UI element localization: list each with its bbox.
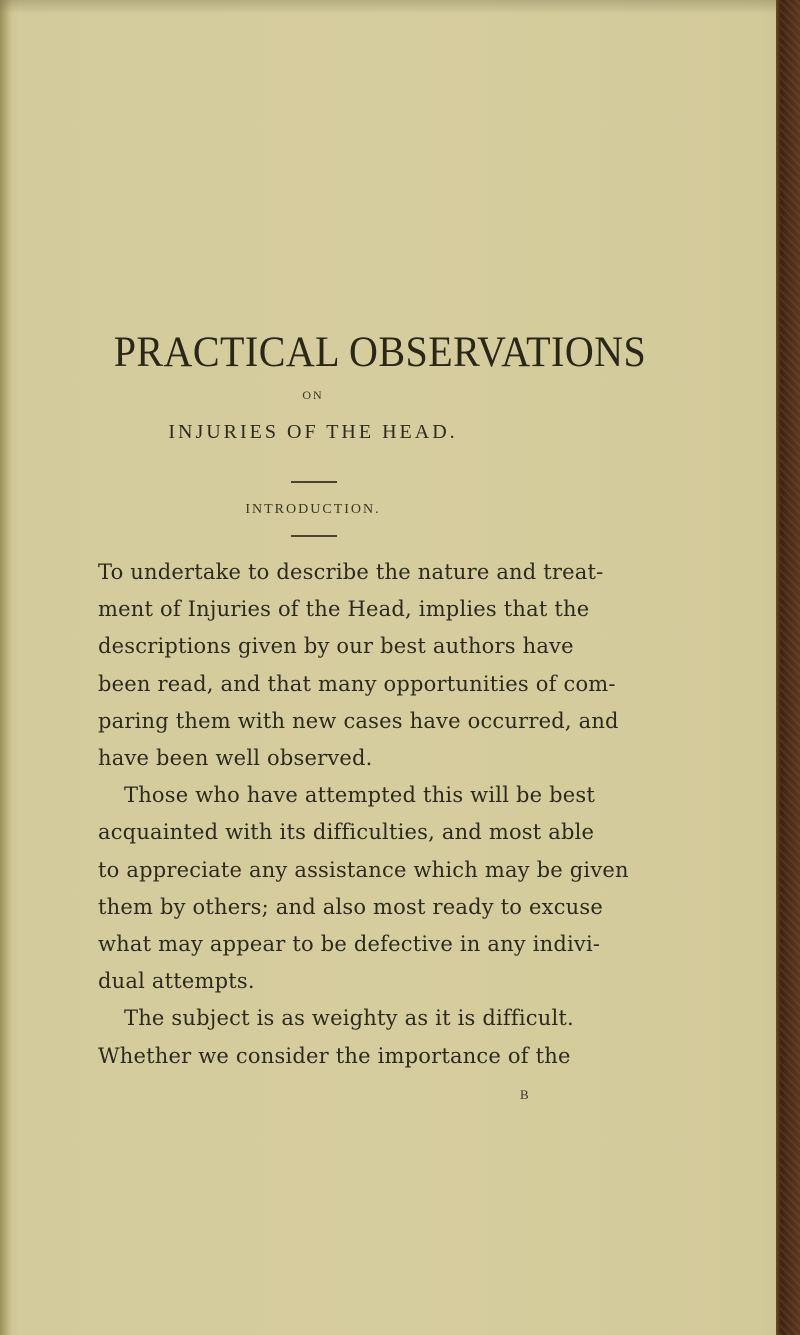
text-line: been read, and that many opportunities of com- [98,671,616,696]
divider-rule [291,481,337,483]
page-left-edge [0,0,12,1335]
page-top-shadow [0,0,776,14]
body-text [98,554,629,1075]
divider-rule [291,535,337,537]
text-line: Whether we consider the importance of the [98,1043,571,1068]
text-line: descriptions given by our best authors have [98,634,574,659]
text-line: ment of Injuries of the Head, implies that the [98,597,590,622]
document-subtitle: INJURIES OF THE HEAD. [168,421,458,443]
text-line: paring them with new cases have occurred, and [98,708,619,733]
book-binding [776,0,800,1335]
text-line: to appreciate any assistance which may be given [98,857,629,882]
text-line: have been well observed. [98,746,373,771]
text-line: To undertake to describe the nature and treat- [98,560,604,584]
text-line: dual attempts. [98,969,255,994]
text-line: Those who have attempted this will be best [124,783,596,808]
text-line: The subject is as weighty as it is difficult. [124,1006,574,1031]
signature-mark: B [520,1087,530,1102]
title-connector: ON [302,388,324,402]
section-heading: INTRODUCTION. [245,502,381,517]
document-title: PRACTICAL OBSERVATIONS [113,329,647,376]
text-line: acquainted with its difficulties, and most able [98,820,595,845]
text-line: what may appear to be defective in any indivi- [98,932,601,957]
text-line: them by others; and also most ready to excuse [98,894,603,919]
